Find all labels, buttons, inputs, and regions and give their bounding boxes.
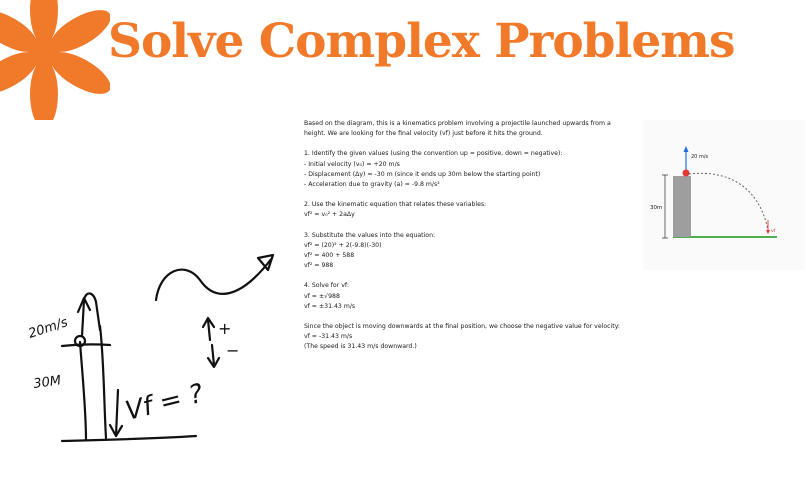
sketch-velocity-label: 20m/s bbox=[26, 315, 70, 342]
sketch-height-label: 30M bbox=[32, 373, 63, 392]
solution-line: Based on the diagram, this is a kinematics problem involving a projectile launched upwards from a bbox=[304, 120, 611, 127]
solution-line: vf ≈ -31.43 m/s bbox=[304, 333, 353, 341]
diagram-building bbox=[673, 176, 691, 237]
sketch-plus-arrow bbox=[208, 320, 210, 340]
diagram-ball bbox=[683, 170, 690, 177]
sketch-pillar-right bbox=[100, 326, 106, 438]
solution-line: - Acceleration due to gravity (a) = -9.8 m/s² bbox=[304, 181, 440, 189]
diagram-velocity-label: 20 m/s bbox=[691, 154, 709, 160]
solution-line: - Initial velocity (v₀) = +20 m/s bbox=[304, 160, 400, 168]
solution-line: vf² = 400 + 588 bbox=[304, 252, 355, 260]
solution-gap bbox=[304, 190, 624, 200]
solution-line: vf² = 988 bbox=[304, 262, 334, 270]
solution-gap bbox=[304, 139, 624, 149]
solution-gap bbox=[304, 312, 624, 322]
sketch-fall-arrow bbox=[116, 390, 118, 435]
page-headline: Solve Complex Problems bbox=[108, 14, 735, 69]
diagram-final-label: vf bbox=[771, 229, 776, 234]
solution-line: (The speed is 31.43 m/s downward.) bbox=[304, 343, 417, 351]
solution-gap bbox=[304, 221, 624, 231]
solution-gap bbox=[304, 271, 624, 281]
flower-logo-icon bbox=[0, 0, 110, 120]
solution-line: vf = ±√988 bbox=[304, 292, 340, 300]
diagram-trajectory bbox=[689, 173, 768, 230]
flower-petals bbox=[0, 0, 110, 120]
hand-drawn-sketch bbox=[0, 230, 300, 504]
sketch-final-velocity-label: Vf = ? bbox=[122, 378, 207, 427]
sketch-wavy-arrow bbox=[156, 258, 272, 300]
sketch-ground-line bbox=[62, 436, 196, 441]
solution-line: 2. Use the kinematic equation that relates these variables: bbox=[304, 201, 487, 209]
physics-diagram bbox=[643, 120, 805, 270]
solution-line: 1. Identify the given values (using the convention up = positive, down = negative): bbox=[304, 150, 563, 158]
diagram-height-label: 30m bbox=[650, 205, 663, 211]
solution-line: 4. Solve for vf: bbox=[304, 282, 349, 290]
solution-line: height. We are looking for the final velocity (vf) just before it hits the ground. bbox=[304, 130, 543, 138]
sketch-minus-arrow bbox=[212, 345, 214, 365]
solution-line: Since the object is moving downwards at the final position, we choose the negative value for velocity: bbox=[304, 323, 620, 331]
sketch-plus-sign: + bbox=[218, 319, 232, 338]
sketch-pillar-left bbox=[80, 342, 86, 440]
solution-line: 3. Substitute the values into the equation: bbox=[304, 231, 436, 239]
solution-line: vf² = (20)² + 2(-9.8)(-30) bbox=[304, 241, 382, 249]
sketch-minus-sign: − bbox=[226, 341, 240, 360]
solution-text bbox=[304, 119, 624, 353]
solution-line: - Displacement (Δy) = -30 m (since it ends up 30m below the starting point) bbox=[304, 170, 541, 178]
solution-line: vf ≈ ±31.43 m/s bbox=[304, 302, 356, 310]
solution-line: vf² = v₀² + 2aΔy bbox=[304, 211, 355, 219]
